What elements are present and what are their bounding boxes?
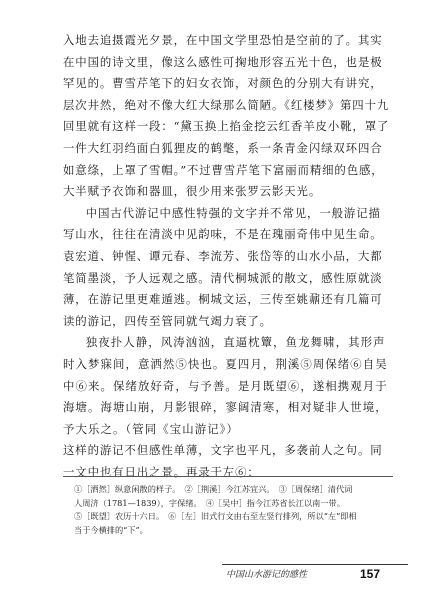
paragraph-1: 入地去追摄霞光夕景，在中国文学里恐怕是空前的了。其实在中国的诗文里，像这么感性可掬地形容五光十色，也是极罕见的。曹雪芹笔下的妇女衣饰，对颜色的分别大有讲究，层次井然，绝对不像大红大绿那么简陋。《红楼梦》第四十九回里就有这样一段：“黛玉换上掐金挖云红香羊皮小靴，罩了一件大红羽绉面白狐狸皮的鹤氅，系一条青金闪绿双环四合如意绦，上罩了雪帽。”不过曹雪芹笔下富丽而精细的色感，大半赋予衣饰和器皿，很少用来张罗云影天光。 <box>63 33 390 199</box>
paragraph-4: 这样的游记不但感性单薄，文字也平凡，多袭前人之句。同一文中也有日出之景。再录于左⑥： <box>63 443 383 479</box>
footnotes <box>74 483 388 537</box>
paragraph-2: 中国古代游记中感性特强的文字并不常见，一般游记描写山水，往往在清淡中见韵味，不是在瑰丽奇伟中见生命。袁宏道、钟惺、谭元春、李流芳、张岱等的山水小品，大都笔简墨淡，予人远观之感。清代桐城派的散文，感性原就淡薄，在游记里更难遁逃。桐城文运，三传至姚鼐还有几篇可读的游记，四传至管同就气竭力衰了。 <box>63 205 383 328</box>
footnote-line: 人周济（1781—1839），字保绪。 ④［吴中］指今江苏省长江以南一带。 <box>74 497 345 508</box>
body-text <box>63 30 393 483</box>
running-footer-title: 中国山水游记的感性 <box>226 570 308 580</box>
footnote-line: ⑤［既望］农历十六日。 ⑥［左］旧式行文由右至左竖行排列，所以“左”即相 <box>74 511 357 522</box>
quoted-passage: 独夜扑人静，风涛汹汹，直逼枕簟，鱼龙舞啸，其形声时入梦寐间，意洒然⑤快也。夏四月，荆溪⑤周保绪⑥自吴中⑥来。保绪放好奇，与予善。是月既望⑥，遂相携观月于海塘。海塘山崩，月影银碎，寥阔清寒，相对疑非人世境，予大乐之。（管同《宝山游记》） <box>63 335 388 436</box>
page-number: 157 <box>360 567 381 581</box>
footer-rule <box>222 564 408 565</box>
footnote-divider <box>63 476 393 477</box>
footnote-line: 当于今横排的“下”。 <box>74 524 148 535</box>
footnote-line: ①［洒然］纵意闲散的样子。 ②［荆溪］今江苏宜兴。 ③［周保绪］清代词 <box>74 484 353 494</box>
